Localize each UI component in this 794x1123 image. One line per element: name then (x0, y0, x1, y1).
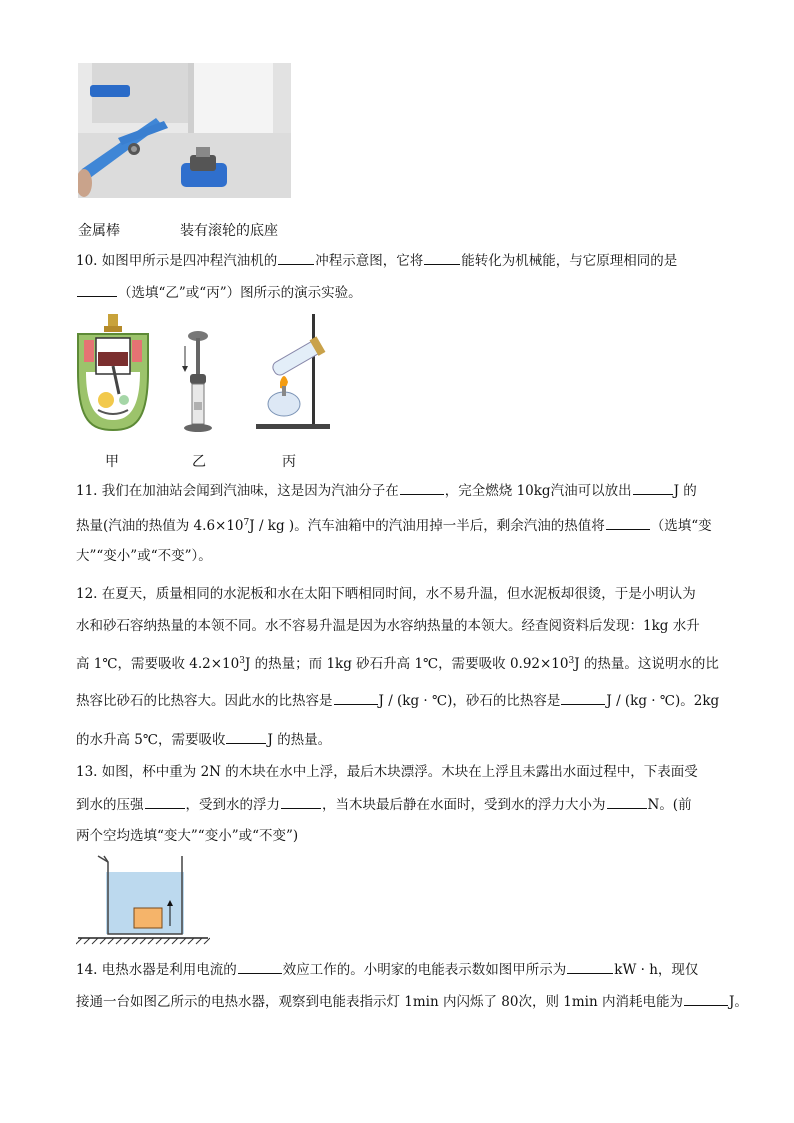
q10-blank-1[interactable] (278, 250, 314, 265)
q12-line3: 高 1℃，需要吸收 $4.2\times 10^3J$ 的热量；而 1kg 砂石升高 1℃，需要吸收 $0.92\times 10^3J$ 的热量。这说明水的比 (76, 656, 719, 672)
label-roller-base: 装有滚轮的底座 (180, 223, 278, 239)
q12-line1: 12. 在夏天，质量相同的水泥板和水在太阳下晒相同时间，水不易升温，但水泥板却很烫，于是小明认为 (76, 586, 696, 602)
q12-blank-3[interactable] (226, 729, 266, 744)
q13-blank-2[interactable] (281, 794, 321, 809)
q11-line3: 大”“变小”或“不变”）。 (76, 548, 212, 564)
beaker-figure (76, 852, 210, 946)
q12-blank-1[interactable] (334, 690, 378, 705)
q11-line2: 热量(汽油的热值为 $4.6\times 10^7J$ / kg )。汽车油箱中的汽油用掉一半后，剩余汽油的热值将 （选填“变 (76, 513, 712, 536)
q13-line1: 13. 如图，杯中重为 2N 的木块在水中上浮，最后木块漂浮。木块在上浮且未露出水面过程中，下表面受 (76, 764, 698, 780)
test-tube-figure (252, 312, 334, 434)
q13-number: 13. (76, 764, 98, 780)
q10-blank-3[interactable] (77, 282, 117, 297)
q13-line2: 到水的压强 ，受到水的浮力 ，当木块最后静在水面时，受到水的浮力大小为 N。(前 (76, 794, 692, 815)
q12-line2: 水和砂石容纳热量的本领不同。水不容易升温是因为水容纳热量的本领大。经查阅资料后发现：1kg 水升 (76, 618, 700, 634)
fridge-roller-figure (78, 63, 291, 198)
q12-line4: 热容比砂石的比热容大。因此水的比热容是 J / (kg · ℃)，砂石的比热容是 J / (kg · ℃)。2kg (76, 690, 719, 711)
q14-line2: 接通一台如图乙所示的电热水器，观察到电能表指示灯 1min 内闪烁了 80次，则 1min 内消耗电能为 J。 (76, 991, 748, 1012)
q11-blank-2[interactable] (633, 480, 673, 495)
q12-blank-2[interactable] (561, 690, 605, 705)
q14-blank-2[interactable] (567, 959, 613, 974)
q14-blank-3[interactable] (684, 991, 728, 1006)
q11-number: 11. (76, 483, 98, 499)
q14-number: 14. (76, 962, 98, 978)
q11-line1: 11. 我们在加油站会闻到汽油味，这是因为汽油分子在 ，完全燃烧 10kg汽油可以放出 J 的 (76, 480, 697, 501)
q13-blank-3[interactable] (607, 794, 647, 809)
q11-blank-3[interactable] (606, 515, 650, 530)
q14-blank-1[interactable] (238, 959, 282, 974)
q13-blank-1[interactable] (145, 794, 185, 809)
q11-blank-1[interactable] (400, 480, 444, 495)
q14-line1: 14. 电热水器是利用电流的 效应工作的。小明家的电能表示数如图甲所示为 kW · h，现仅 (76, 959, 698, 980)
label-jia: 甲 (105, 454, 119, 470)
q12-line5: 的水升高 5℃，需要吸收 J 的热量。 (76, 729, 331, 750)
q10-blank-2[interactable] (424, 250, 460, 265)
piston-figure (180, 330, 216, 434)
q10-line2: （选填“乙”或“丙”）图所示的演示实验。 (76, 282, 362, 303)
q10-line1: 10. 如图甲所示是四冲程汽油机的 冲程示意图，它将 能转化为机械能，与它原理相同的是 (76, 250, 677, 271)
label-metal-rod: 金属棒 (78, 223, 120, 239)
label-yi: 乙 (192, 454, 206, 470)
q12-number: 12. (76, 586, 98, 602)
q13-line3: 两个空均选填“变大”“变小”或“不变”) (76, 828, 299, 844)
engine-figure (74, 312, 152, 434)
q10-number: 10. (76, 253, 98, 269)
label-bing: 丙 (282, 454, 296, 470)
